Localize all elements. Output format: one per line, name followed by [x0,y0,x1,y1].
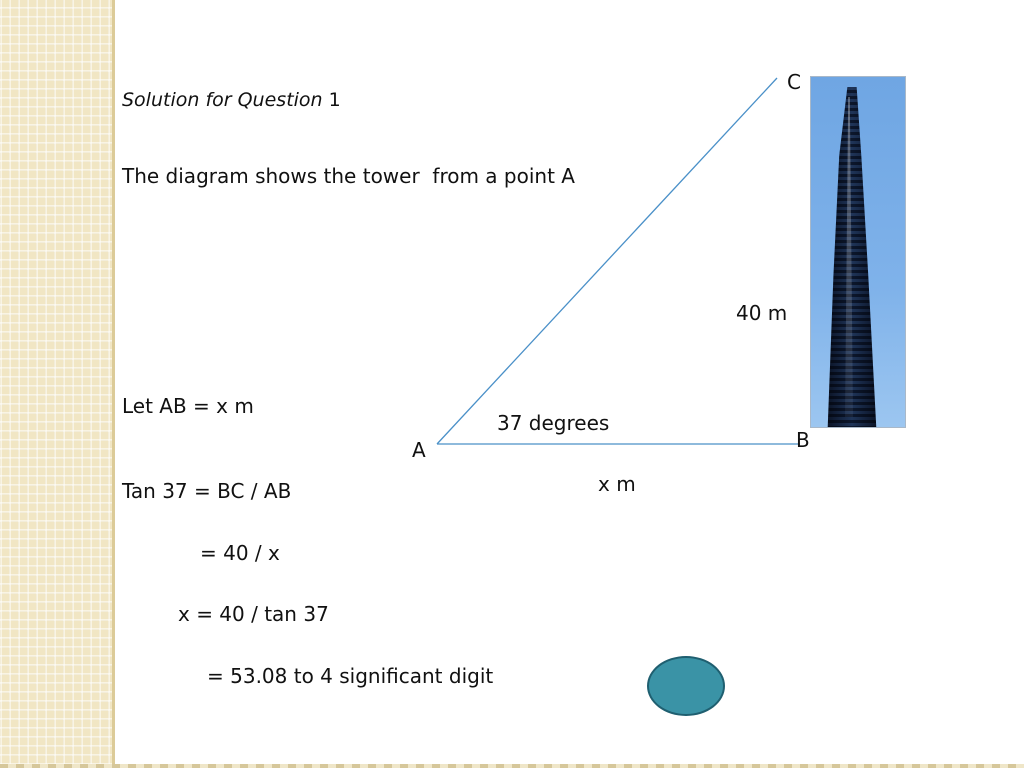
height-label: 40 m [736,301,788,325]
angle-label: 37 degrees [497,411,610,435]
base-label: x m [598,472,636,496]
intro-line: The diagram shows the tower from a point A [122,164,575,188]
let-line: Let AB = x m [122,394,254,418]
vertex-label-a: A [412,438,426,462]
ratio-line: = 40 / x [200,541,280,565]
tan-line: Tan 37 = BC / AB [122,479,292,503]
heading-number: 1 [322,89,341,111]
x-equation-line: x = 40 / tan 37 [178,602,329,626]
vertex-label-c: C [787,70,801,94]
vertex-label-b: B [796,428,810,452]
heading-italic-text: Solution for Question [122,89,323,111]
action-button[interactable] [647,656,725,716]
result-line: = 53.08 to 4 significant digit [207,664,494,688]
bottom-border [0,764,1024,768]
tower-image [810,76,906,428]
hypotenuse-line [437,78,777,444]
